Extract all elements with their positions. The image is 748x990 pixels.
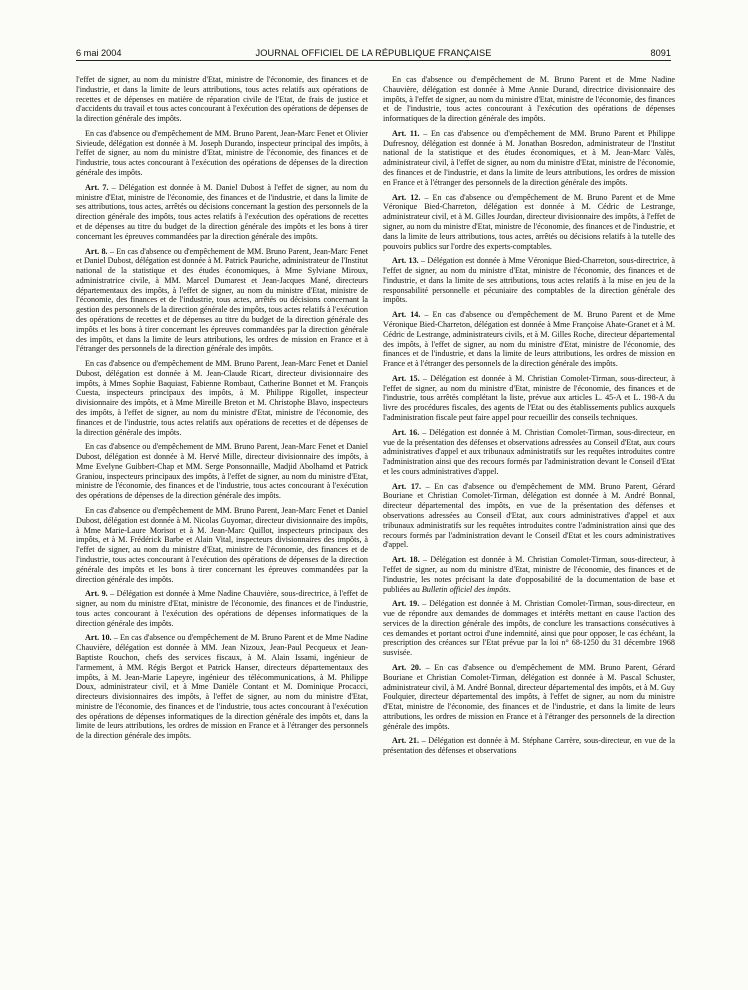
page-header xyxy=(76,44,671,66)
paragraph-text: – En cas d'absence ou d'empêchement de MM. Bruno Parent et Philippe Dufresnoy, délégation est donnée à M. Jonathan Bosredon, administrateur de l'Institut national de la statistique et des études économiques, et à M. Jean-Marc Valès, administrateur civil, à l'effet de signer, au nom du ministre d'Etat, ministre de l'économie, des finances et de l'industrie, et dans la limite de leurs attributions, les ordres de mission en France et à l'étranger des personnels de la direction générale des impôts. xyxy=(383,128,675,187)
paragraph-text-end: . xyxy=(508,584,511,594)
article-number: Art. 19. xyxy=(392,599,420,609)
article-number: Art. 12. xyxy=(392,192,421,202)
paragraph-text: l'effet de signer, au nom du ministre d'Etat, ministre de l'économie, des finances et de l'industrie, et dans la limite de leurs attributions, tous actes relatifs aux opérations de recettes et de dépenses en matière de réparation civile de l'Etat, de frais de justice et d'accidents du travail et tous actes concourant à l'exécution des opérations de dépenses de la direction générale des impôts. xyxy=(76,75,368,124)
paragraph-text: – En cas d'absence ou d'empêchement de MM. Bruno Parent, Jean-Marc Fenet et Daniel Dubost, délégation est donnée à M. Patrick Pauriche, administrateur de l'Institut national de la statistique et des études économiques, à Mme Sylviane Miroux, administratrice civile, à MM. Marcel Dumarest et Jean-Jacques Mané, directeurs départementaux des impôts, à l'effet de signer, au nom du ministre d'Etat, ministre de l'économie, des finances et de l'industrie, tous actes, arrêtés ou décisions concernant la gestion des personnels de la direction générale des impôts, tous actes relatifs à l'exécution des opérations de recettes et de dépenses au titre du budget de la direction générale des impôts et les bons à tirer concernant les épreuves commandées par la direction générale des impôts, et dans la limite de leurs attributions, les ordres de mission en France et à l'étranger des personnels de la direction générale des impôts. xyxy=(76,246,368,354)
left-column xyxy=(76,75,368,980)
article-paragraph xyxy=(76,589,368,628)
paragraph-text: – Délégation est donnée à M. Christian Comolet-Tirman, sous-directeur, en vue de la présentation des défenses et observations adressées au Conseil d'Etat, aux cours administratives d'appel et aux tribunaux administratifs sur les requêtes introduites contre l'administration ainsi que des recours formés par l'administration devant le Conseil d'Etat et les cours administratives d'appel. xyxy=(383,427,675,476)
issue-date: 6 mai 2004 xyxy=(76,48,122,58)
text-paragraph xyxy=(76,359,368,437)
paragraph-text: En cas d'absence ou d'empêchement de M. Bruno Parent et de Mme Nadine Chauvière, délégation est donnée à Mme Annie Durand, directrice divisionnaire des impôts, à l'effet de signer, au nom du ministre d'Etat, ministre de l'économie, des finances et de l'industrie, tous actes concourant à l'exécution des opérations de dépenses informatiques de la direction générale des impôts. xyxy=(383,75,675,124)
article-number: Art. 18. xyxy=(392,555,420,565)
text-paragraph xyxy=(76,506,368,584)
paragraph-text: – En cas d'absence ou d'empêchement de MM. Bruno Parent, Gérard Bouriane et Christian Comolet-Tirman, délégation est donnée à M. André Bonnal, directeur départemental des impôts, en vue de la présentation des défenses et observations adressées au Conseil d'Etat, aux cours administratives d'appel et aux tribunaux administratifs sur les requêtes introduites contre l'administration ainsi que des recours formés par l'administration devant le Conseil d'Etat et les cours administratives d'appel. xyxy=(383,481,675,550)
article-paragraph xyxy=(383,663,675,731)
journal-title: JOURNAL OFFICIEL DE LA RÉPUBLIQUE FRANÇAISE xyxy=(255,48,492,58)
article-paragraph xyxy=(383,129,675,188)
header-rule xyxy=(76,60,671,61)
article-number: Art. 9. xyxy=(85,589,108,599)
paragraph-text: – Délégation est donnée à M. Christian Comolet-Tirman, sous-directeur, à l'effet de signer, au nom du ministre d'Etat, ministre de l'économie, des finances et de l'industrie, tous arrêtés complétant la liste, prévue aux articles L. 45-A et L. 198-A du livre des procédures fiscales, des agents de l'Etat ou des établissements publics auxquels l'administration fiscale peut faire appel pour recueillir des conseils techniques. xyxy=(383,373,675,422)
article-number: Art. 16. xyxy=(392,427,420,437)
article-number: Art. 15. xyxy=(392,373,420,383)
right-column xyxy=(383,75,675,980)
article-paragraph xyxy=(383,555,675,594)
text-paragraph xyxy=(76,442,368,501)
paragraph-text: – Délégation est donnée à M. Daniel Dubost à l'effet de signer, au nom du ministre d'Etat, ministre de l'économie, des finances et de l'industrie, et dans la limite de ses attributions, tous actes, arrêtés ou décisions concernant la gestion des personnels de la direction générale des impôts, tous actes relatifs à l'exécution des opérations de recettes et de dépenses au titre du budget de la direction générale des impôts et les bons à tirer concernant les épreuves commandées par la direction générale des impôts. xyxy=(76,182,368,241)
paragraph-text: – Délégation est donnée à Mme Véronique Bied-Charreton, sous-directrice, à l'effet de signer, au nom du ministre d'Etat, ministre de l'économie, des finances et de l'industrie, et dans la limite de ses attributions, tous actes relatifs à la mise en jeu de la responsabilité personnelle et pécuniaire des comptables de la direction générale des impôts. xyxy=(383,256,675,305)
paragraph-text: En cas d'absence ou d'empêchement de MM. Bruno Parent, Jean-Marc Fenet et Daniel Dubost, délégation est donnée à M. Jean-Claude Ricart, directeur divisionnaire des impôts, à Mmes Sophie Baquiast, Fabienne Rombaut, Catherine Bonnet et M. François Cuesta, inspecteurs principaux des impôts, à M. Philippe Rigollet, inspecteur divisionnaire des impôts, et à Mme Mireille Breton et M. Christophe Blavo, inspecteurs des impôts, à l'effet de signer, au nom du ministre d'Etat, ministre de l'économie, des finances et de l'industrie, tous actes relatifs aux opérations de recettes et de dépenses de la direction générale des impôts. xyxy=(76,359,368,437)
paragraph-text: – Délégation est donnée à Mme Nadine Chauvière, sous-directrice, à l'effet de signer, au nom du ministre d'Etat, ministre de l'économie, des finances et de l'industrie, tous actes concourant à l'exécution des opérations de dépenses informatiques de la direction générale des impôts. xyxy=(76,589,368,628)
text-paragraph xyxy=(76,75,368,124)
paragraph-text: – Délégation est donnée à M. Stéphane Carrère, sous-directeur, en vue de la présentation des défenses et observations xyxy=(383,736,675,756)
article-paragraph xyxy=(383,599,675,658)
paragraph-text: En cas d'absence ou d'empêchement de MM. Bruno Parent, Jean-Marc Fenet et Olivier Sivieude, délégation est donnée à M. Joseph Durando, inspecteur principal des impôts, à l'effet de signer, au nom du ministre d'Etat, ministre de l'économie, des finances et de l'industrie, tous actes concourant à l'exécution des opérations de dépenses de la direction générale des impôts. xyxy=(76,128,368,178)
article-number: Art. 8. xyxy=(85,246,108,256)
article-paragraph xyxy=(383,428,675,477)
article-number: Art. 11. xyxy=(392,128,420,138)
article-number: Art. 14. xyxy=(392,310,421,320)
text-paragraph xyxy=(76,129,368,178)
article-paragraph xyxy=(76,247,368,355)
article-paragraph xyxy=(383,256,675,305)
article-paragraph xyxy=(383,193,675,252)
text-paragraph xyxy=(383,75,675,124)
article-number: Art. 13. xyxy=(392,256,419,266)
article-number: Art. 10. xyxy=(85,633,112,643)
article-number: Art. 20. xyxy=(392,662,421,672)
article-number: Art. 21. xyxy=(392,736,419,746)
publication-title: Bulletin officiel des impôts xyxy=(421,584,509,594)
paragraph-text: – Délégation est donnée à M. Christian Comolet-Tirman, sous-directeur, à l'effet de signer, au nom du ministre d'Etat, ministre de l'économie, des finances et de l'industrie, les notes précisant la date d'opposabilité de la documentation de base et publiées au xyxy=(383,555,675,594)
article-paragraph xyxy=(76,633,368,741)
paragraph-text: – En cas d'absence ou d'empêchement de M. Bruno Parent et de Mme Véronique Bied-Charreton, délégation est donnée à M. Cédric de Lestrange, administrateur civil, et à M. Gilles Jourdan, directeur divisionnaire des impôts, à l'effet de signer, au nom du ministre d'Etat, ministre de l'économie, des finances et de l'industrie, et dans la limite de leurs attributions, tous actes, arrêtés ou décisions relatifs à la tutelle des pouvoirs publics sur l'ordre des experts-comptables. xyxy=(383,192,675,251)
paragraph-text: – En cas d'absence ou d'empêchement de MM. Bruno Parent, Gérard Bouriane et Christian Comolet-Tirman, délégation est donnée à M. Pascal Schuster, administrateur civil, à M. André Bonnal, directeur départemental des impôts, et à M. Guy Foulquier, directeur départemental des impôts, à l'effet de signer, au nom du ministre d'Etat, ministre de l'économie, des finances et de l'industrie, et dans la limite de leurs attributions, les ordres de mission en France et à l'étranger des personnels de la direction générale des impôts. xyxy=(383,662,675,731)
paragraph-text: En cas d'absence ou d'empêchement de MM. Bruno Parent, Jean-Marc Fenet et Daniel Dubost, délégation est donnée à M. Nicolas Guyomar, directeur divisionnaire des impôts, à Mme Marie-Laure Morisot et à M. Jean-Marc Quillot, inspecteurs principaux des impôts, et à M. Frédérick Barbe et Alain Vital, inspecteurs divisionnaires des impôts, à l'effet de signer, au nom du ministre d'Etat, ministre de l'économie, des finances et de l'industrie, tous actes concourant à l'exécution des opérations de dépenses de la direction générale des impôts et les bons à tirer concernant les épreuves commandées par la direction générale des impôts. xyxy=(76,506,368,584)
article-number: Art. 7. xyxy=(85,182,109,192)
article-paragraph xyxy=(383,736,675,756)
paragraph-text: En cas d'absence ou d'empêchement de MM. Bruno Parent, Jean-Marc Fenet et Daniel Dubost, délégation est donnée à M. Hervé Mille, directeur divisionnaire des impôts, à Mme Evelyne Guibbert-Chap et MM. Serge Ponsonnaille, Madjid Abolhamd et Patrick Graniou, inspecteurs principaux des impôts, à l'effet de signer, au nom du ministre d'Etat, ministre de l'économie, des finances et de l'industrie, tous actes concourant à l'exécution des opérations de dépenses de la direction générale des impôts. xyxy=(76,442,368,501)
page-number: 8091 xyxy=(650,48,671,58)
paragraph-text: – En cas d'absence ou d'empêchement de M. Bruno Parent et de Mme Véronique Bied-Charreton, délégation est donnée à Mme Françoise Ahate-Granet et à M. Cédric de Lestrange, administrateurs civils, et à M. Gilles Roche, directeur départemental des impôts, à l'effet de signer, au nom du ministre d'Etat, ministre de l'économie, des finances et de l'industrie, et dans la limite de leurs attributions, les ordres de mission en France et à l'étranger des personnels de la direction générale des impôts. xyxy=(383,310,675,369)
article-paragraph xyxy=(76,183,368,242)
article-paragraph xyxy=(383,374,675,423)
article-number: Art. 17. xyxy=(392,481,421,491)
paragraph-text: – En cas d'absence ou d'empêchement de M. Bruno Parent et de Mme Nadine Chauvière, délégation est donnée à MM. Jean Nizoux, Jean-Paul Pecqueux et Jean-Baptiste Rouchon, chefs des services fiscaux, à M. Alain Issami, ingénieur de l'armement, à MM. Régis Bergot et Patrick Hanser, directeurs départementaux des impôts, à M. Jean-Marie Lapeyre, ingénieur des télécommunications, à M. Philippe Doux, administrateur civil, et à Mme Danièle Contant et M. Dominique Procacci, directeurs divisionnaires des impôts, à l'effet de signer, au nom du ministre d'Etat, ministre de l'économie, des finances et de l'industrie, tous actes concourant à l'exécution des opérations de dépenses informatiques de la direction générale des impôts et, dans la limite de leurs attributions, les ordres de mission en France et à l'étranger des personnels de la direction générale des impôts. xyxy=(76,633,368,741)
article-paragraph xyxy=(383,310,675,369)
article-paragraph xyxy=(383,482,675,550)
paragraph-text: – Délégation est donnée à M. Christian Comolet-Tirman, sous-directeur, en vue de répondre aux demandes de dommages et intérêts mettant en cause l'action des services de la direction générale des impôts, de conclure les transactions consécutives à ces demandes et portant octroi d'une indemnité, ainsi que pour opposer, le cas échéant, la prescription des créances sur l'Etat prévue par la loi n° 68-1250 du 31 décembre 1968 susvisée. xyxy=(383,599,675,658)
